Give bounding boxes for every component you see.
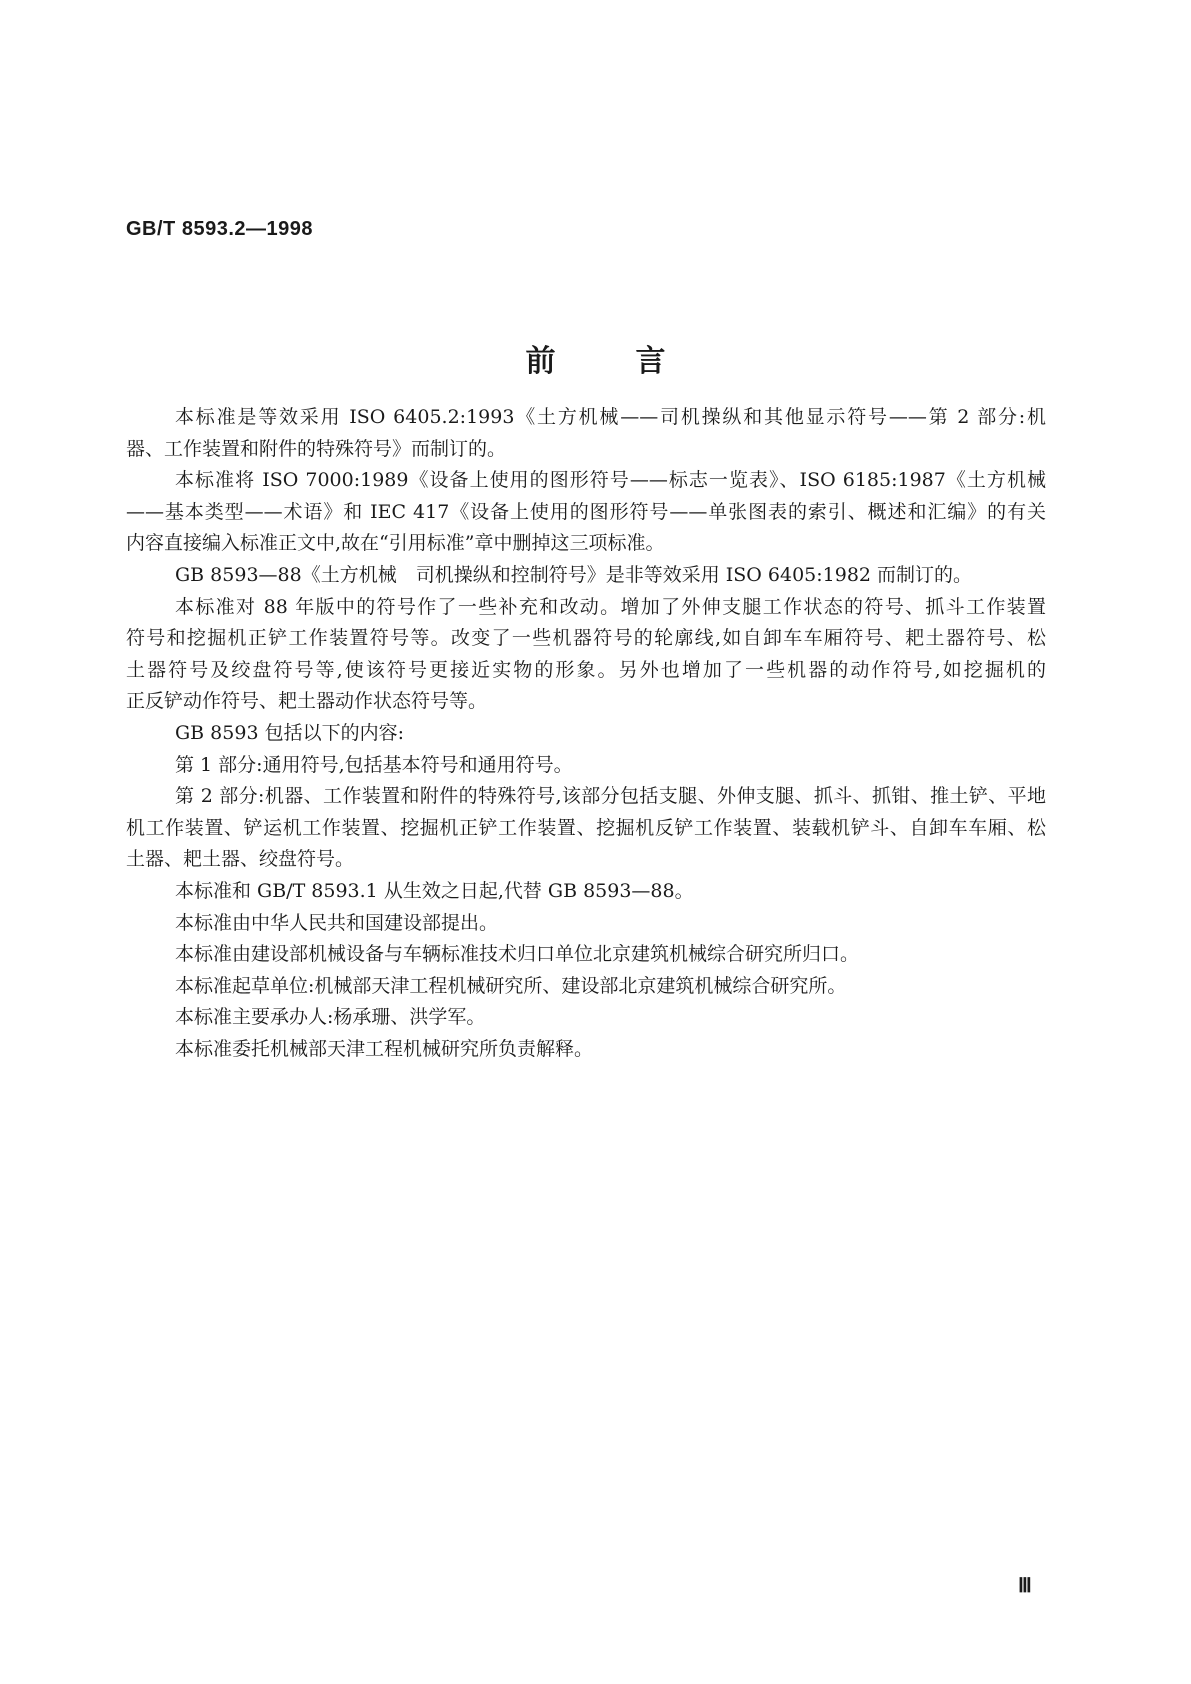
page-number: Ⅲ — [1018, 1575, 1032, 1597]
paragraph-line: GB 8593—88《土方机械 司机操纵和控制符号》是非等效采用 ISO 6405:1982 而制订的。 — [175, 563, 973, 586]
title-char: 言 — [635, 344, 666, 379]
standard-code-header: GB/T 8593.2—1998 — [126, 218, 313, 240]
paragraph-line: 本标准由中华人民共和国建设部提出。 — [175, 911, 499, 934]
paragraph-line: 本标准委托机械部天津工程机械研究所负责解释。 — [175, 1037, 594, 1060]
paragraph-line: 本标准起草单位:机械部天津工程机械研究所、建设部北京建筑机械综合研究所。 — [175, 974, 847, 997]
paragraph-line: 正反铲动作符号、耙土器动作状态符号等。 — [126, 690, 488, 713]
title-char: 前 — [525, 344, 556, 379]
paragraph-line: 土器、耙土器、绞盘符号。 — [126, 848, 355, 871]
paragraph-line: 机工作装置、铲运机工作装置、挖掘机正铲工作装置、挖掘机反铲工作装置、装载机铲斗、自卸车车厢、松 — [126, 816, 1046, 839]
foreword-body — [126, 402, 1046, 1065]
paragraph-line: 器、工作装置和附件的特殊符号》而制订的。 — [126, 437, 507, 460]
page-title — [0, 336, 1191, 380]
paragraph-line: 本标准将 ISO 7000:1989《设备上使用的图形符号——标志一览表》、ISO 6185:1987《土方机械 — [175, 469, 1046, 492]
paragraph-line: GB 8593 包括以下的内容: — [175, 721, 404, 744]
paragraph-line: 符号和挖掘机正铲工作装置符号等。改变了一些机器符号的轮廓线,如自卸车车厢符号、耙土器符号、松 — [126, 627, 1046, 650]
paragraph-line: 本标准主要承办人:杨承珊、洪学军。 — [175, 1006, 486, 1029]
paragraph-line: 第 1 部分:通用符号,包括基本符号和通用符号。 — [175, 753, 573, 776]
paragraph-line: 土器符号及绞盘符号等,使该符号更接近实物的形象。另外也增加了一些机器的动作符号,如挖掘机的 — [126, 658, 1046, 681]
paragraph-line: 本标准对 88 年版中的符号作了一些补充和改动。增加了外伸支腿工作状态的符号、抓斗工作装置 — [175, 595, 1046, 618]
paragraph-line: 第 2 部分:机器、工作装置和附件的特殊符号,该部分包括支腿、外伸支腿、抓斗、抓钳、推土铲、平地 — [175, 785, 1046, 808]
paragraph-line: 本标准是等效采用 ISO 6405.2:1993《土方机械——司机操纵和其他显示符号——第 2 部分:机 — [175, 406, 1046, 428]
paragraph-line: 本标准和 GB/T 8593.1 从生效之日起,代替 GB 8593—88。 — [175, 879, 694, 902]
paragraph-line: 内容直接编入标准正文中,故在“引用标准”章中删掉这三项标准。 — [126, 532, 665, 555]
paragraph-line: ——基本类型——术语》和 IEC 417《设备上使用的图形符号——单张图表的索引、概述和汇编》的有关 — [126, 500, 1046, 523]
paragraph-line: 本标准由建设部机械设备与车辆标准技术归口单位北京建筑机械综合研究所归口。 — [175, 943, 860, 966]
